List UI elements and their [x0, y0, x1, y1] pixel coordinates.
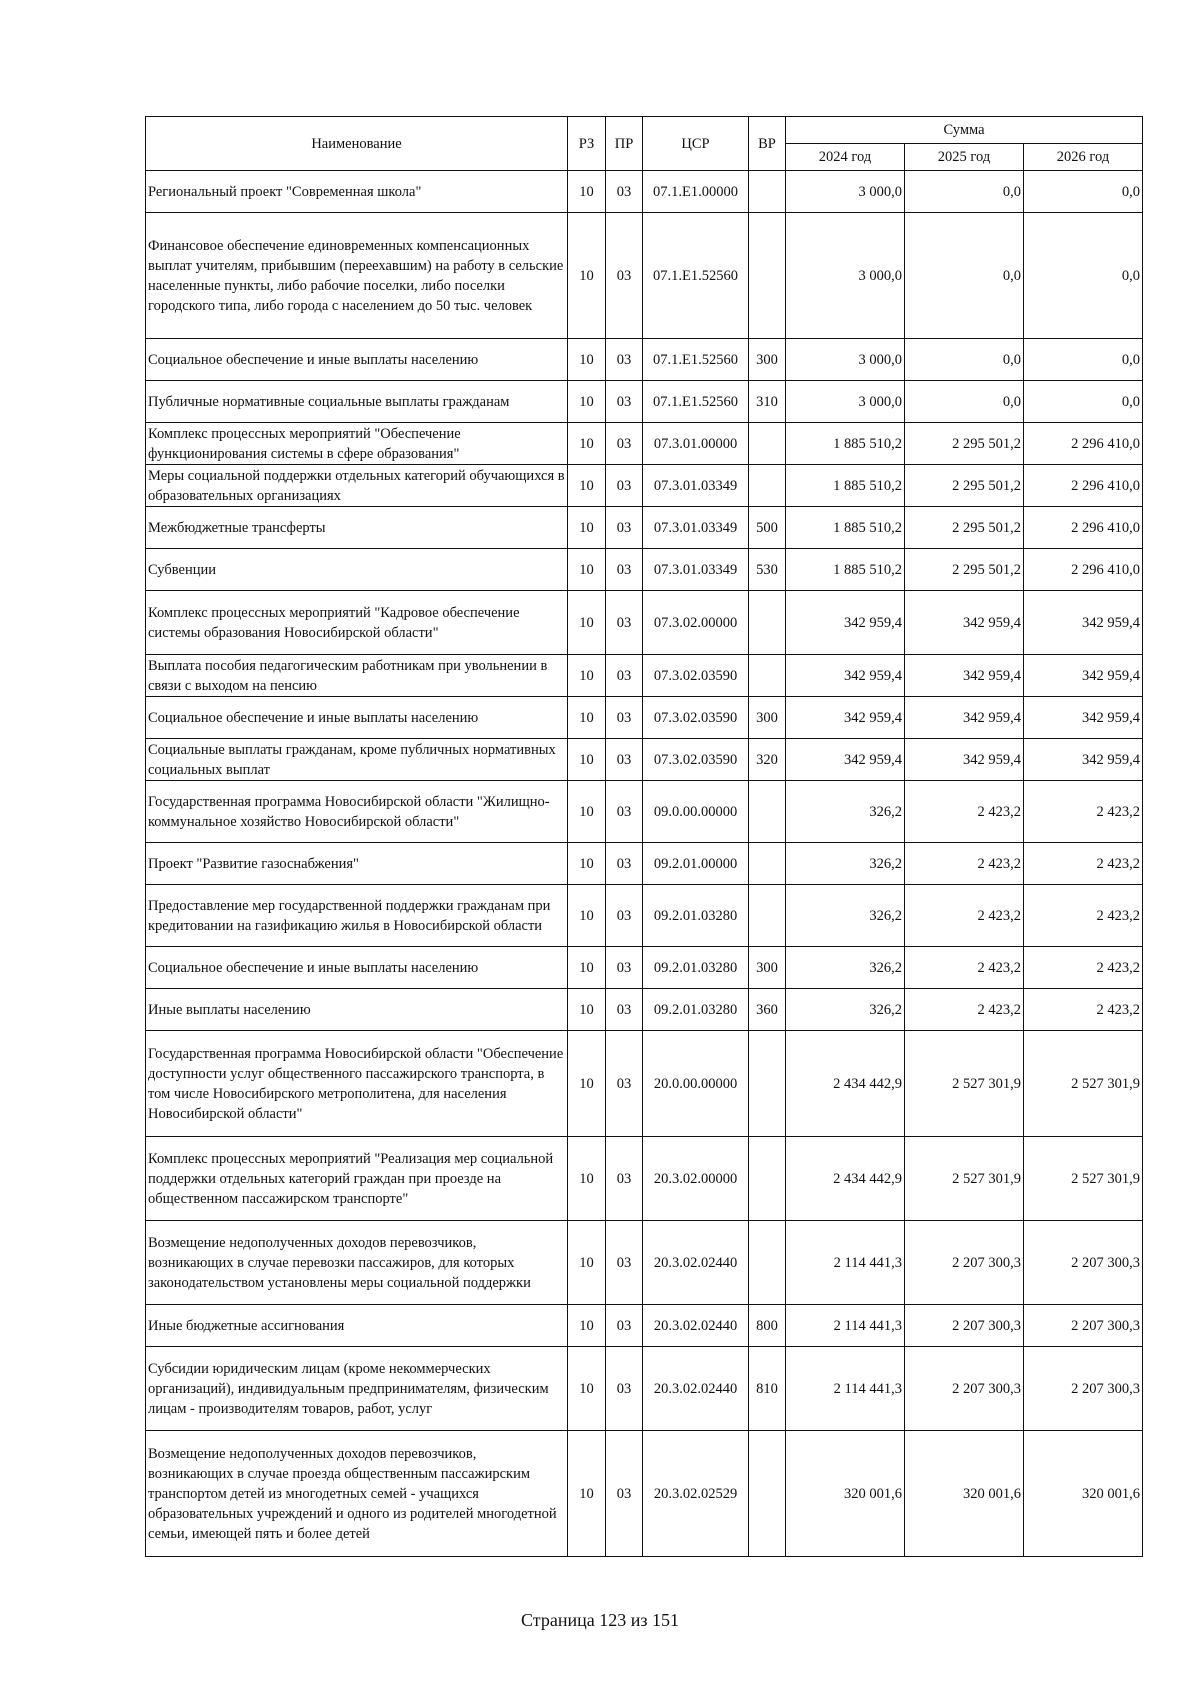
cell-csr: 07.3.01.03349	[643, 507, 749, 549]
cell-sum-2026: 2 423,2	[1024, 781, 1143, 843]
cell-sum-2026: 0,0	[1024, 171, 1143, 213]
cell-csr: 20.0.00.00000	[643, 1031, 749, 1137]
cell-pr: 03	[606, 423, 643, 465]
cell-sum-2024: 326,2	[786, 947, 905, 989]
cell-sum-2025: 2 423,2	[905, 885, 1024, 947]
cell-rz: 10	[568, 655, 606, 697]
cell-sum-2024: 3 000,0	[786, 213, 905, 339]
table-row	[146, 1221, 1143, 1305]
cell-csr: 07.1.Е1.52560	[643, 213, 749, 339]
cell-vr: 800	[749, 1305, 786, 1347]
cell-pr: 03	[606, 843, 643, 885]
cell-name: Социальное обеспечение и иные выплаты населению	[146, 947, 568, 989]
cell-name: Социальное обеспечение и иные выплаты населению	[146, 339, 568, 381]
cell-rz: 10	[568, 423, 606, 465]
cell-name: Выплата пособия педагогическим работникам при увольнении в связи с выходом на пенсию	[146, 655, 568, 697]
cell-pr: 03	[606, 989, 643, 1031]
table-row	[146, 339, 1143, 381]
cell-sum-2025: 342 959,4	[905, 591, 1024, 655]
cell-sum-2024: 342 959,4	[786, 739, 905, 781]
cell-pr: 03	[606, 1347, 643, 1431]
cell-rz: 10	[568, 989, 606, 1031]
cell-sum-2024: 326,2	[786, 843, 905, 885]
cell-sum-2025: 2 207 300,3	[905, 1305, 1024, 1347]
table-row	[146, 1347, 1143, 1431]
cell-sum-2026: 2 207 300,3	[1024, 1221, 1143, 1305]
cell-sum-2025: 0,0	[905, 171, 1024, 213]
cell-rz: 10	[568, 885, 606, 947]
cell-name: Возмещение недополученных доходов перевозчиков, возникающих в случае проезда общественным пассажирским транспортом детей из многодетных семей - учащихся образовательных учреждений и одного из родителей многодетной семьи, имеющей пять и более детей	[146, 1431, 568, 1557]
cell-vr	[749, 843, 786, 885]
cell-sum-2024: 2 114 441,3	[786, 1221, 905, 1305]
table-row	[146, 549, 1143, 591]
cell-csr: 09.2.01.03280	[643, 989, 749, 1031]
cell-rz: 10	[568, 171, 606, 213]
cell-csr: 20.3.02.02440	[643, 1221, 749, 1305]
cell-csr: 07.3.02.03590	[643, 697, 749, 739]
cell-sum-2026: 2 527 301,9	[1024, 1031, 1143, 1137]
cell-sum-2025: 2 207 300,3	[905, 1221, 1024, 1305]
page-number: Страница 123 из 151	[521, 1610, 679, 1630]
table-row	[146, 947, 1143, 989]
cell-name: Проект "Развитие газоснабжения"	[146, 843, 568, 885]
cell-name: Субсидии юридическим лицам (кроме некоммерческих организаций), индивидуальным предпринимателям, физическим лицам - производителям товаров, работ, услуг	[146, 1347, 568, 1431]
cell-sum-2026: 2 296 410,0	[1024, 549, 1143, 591]
cell-rz: 10	[568, 1431, 606, 1557]
cell-csr: 09.2.01.03280	[643, 885, 749, 947]
cell-pr: 03	[606, 1221, 643, 1305]
cell-sum-2024: 3 000,0	[786, 171, 905, 213]
cell-sum-2024: 3 000,0	[786, 381, 905, 423]
table-row	[146, 465, 1143, 507]
header-year-2024: 2024 год	[786, 144, 905, 171]
cell-vr: 300	[749, 697, 786, 739]
cell-rz: 10	[568, 381, 606, 423]
cell-sum-2025: 2 295 501,2	[905, 507, 1024, 549]
cell-csr: 20.3.02.00000	[643, 1137, 749, 1221]
cell-rz: 10	[568, 947, 606, 989]
cell-pr: 03	[606, 465, 643, 507]
cell-sum-2026: 0,0	[1024, 339, 1143, 381]
cell-sum-2025: 2 295 501,2	[905, 423, 1024, 465]
cell-sum-2026: 2 296 410,0	[1024, 507, 1143, 549]
cell-sum-2025: 2 295 501,2	[905, 465, 1024, 507]
table-row	[146, 507, 1143, 549]
table-row	[146, 213, 1143, 339]
cell-sum-2025: 2 527 301,9	[905, 1031, 1024, 1137]
cell-sum-2024: 1 885 510,2	[786, 423, 905, 465]
cell-csr: 07.3.02.03590	[643, 655, 749, 697]
cell-pr: 03	[606, 697, 643, 739]
cell-vr	[749, 465, 786, 507]
cell-sum-2026: 342 959,4	[1024, 739, 1143, 781]
cell-sum-2024: 2 114 441,3	[786, 1305, 905, 1347]
cell-name: Меры социальной поддержки отдельных категорий обучающихся в образовательных организациях	[146, 465, 568, 507]
cell-pr: 03	[606, 781, 643, 843]
cell-csr: 20.3.02.02440	[643, 1347, 749, 1431]
cell-sum-2024: 326,2	[786, 781, 905, 843]
cell-name: Публичные нормативные социальные выплаты гражданам	[146, 381, 568, 423]
cell-vr	[749, 781, 786, 843]
cell-rz: 10	[568, 739, 606, 781]
table-row	[146, 381, 1143, 423]
cell-name: Комплекс процессных мероприятий "Обеспечение функционирования системы в сфере образования"	[146, 423, 568, 465]
cell-vr	[749, 885, 786, 947]
cell-name: Комплекс процессных мероприятий "Реализация мер социальной поддержки отдельных категорий граждан при проезде на общественном пассажирском транспорте"	[146, 1137, 568, 1221]
cell-vr: 300	[749, 947, 786, 989]
header-year-2025: 2025 год	[905, 144, 1024, 171]
cell-sum-2025: 2 423,2	[905, 843, 1024, 885]
cell-sum-2026: 2 423,2	[1024, 989, 1143, 1031]
cell-pr: 03	[606, 507, 643, 549]
cell-name: Возмещение недополученных доходов перевозчиков, возникающих в случае перевозки пассажиров, для которых законодательством установлены меры социальной поддержки	[146, 1221, 568, 1305]
cell-sum-2024: 342 959,4	[786, 591, 905, 655]
cell-csr: 07.3.02.00000	[643, 591, 749, 655]
cell-rz: 10	[568, 339, 606, 381]
table-row	[146, 739, 1143, 781]
cell-csr: 07.3.01.03349	[643, 465, 749, 507]
header-csr: ЦСР	[643, 117, 749, 171]
cell-sum-2025: 342 959,4	[905, 697, 1024, 739]
cell-pr: 03	[606, 549, 643, 591]
cell-pr: 03	[606, 1031, 643, 1137]
table-row	[146, 781, 1143, 843]
cell-csr: 20.3.02.02440	[643, 1305, 749, 1347]
cell-name: Финансовое обеспечение единовременных компенсационных выплат учителям, прибывшим (переехавшим) на работу в сельские населенные пункты, либо рабочие поселки, либо поселки городского типа, либо города с населением до 50 тыс. человек	[146, 213, 568, 339]
table-body	[146, 171, 1143, 1557]
table-row	[146, 843, 1143, 885]
cell-sum-2024: 326,2	[786, 885, 905, 947]
cell-name: Региональный проект "Современная школа"	[146, 171, 568, 213]
cell-vr	[749, 1431, 786, 1557]
cell-vr: 320	[749, 739, 786, 781]
cell-vr	[749, 423, 786, 465]
cell-sum-2024: 3 000,0	[786, 339, 905, 381]
cell-sum-2024: 1 885 510,2	[786, 507, 905, 549]
cell-sum-2026: 320 001,6	[1024, 1431, 1143, 1557]
header-vr: ВР	[749, 117, 786, 171]
cell-csr: 07.1.Е1.52560	[643, 339, 749, 381]
cell-name: Иные бюджетные ассигнования	[146, 1305, 568, 1347]
cell-rz: 10	[568, 591, 606, 655]
cell-sum-2024: 2 114 441,3	[786, 1347, 905, 1431]
table-row	[146, 1031, 1143, 1137]
cell-sum-2024: 326,2	[786, 989, 905, 1031]
cell-sum-2024: 2 434 442,9	[786, 1031, 905, 1137]
cell-sum-2024: 342 959,4	[786, 655, 905, 697]
cell-pr: 03	[606, 947, 643, 989]
cell-sum-2026: 2 296 410,0	[1024, 423, 1143, 465]
cell-sum-2026: 342 959,4	[1024, 591, 1143, 655]
cell-vr	[749, 1221, 786, 1305]
cell-pr: 03	[606, 1431, 643, 1557]
cell-sum-2024: 342 959,4	[786, 697, 905, 739]
cell-csr: 09.2.01.00000	[643, 843, 749, 885]
cell-rz: 10	[568, 465, 606, 507]
cell-vr	[749, 1031, 786, 1137]
cell-sum-2026: 342 959,4	[1024, 697, 1143, 739]
cell-sum-2025: 0,0	[905, 213, 1024, 339]
cell-sum-2026: 0,0	[1024, 381, 1143, 423]
cell-sum-2024: 320 001,6	[786, 1431, 905, 1557]
cell-sum-2025: 2 423,2	[905, 947, 1024, 989]
cell-pr: 03	[606, 339, 643, 381]
header-sum: Сумма	[786, 117, 1143, 144]
header-year-2026: 2026 год	[1024, 144, 1143, 171]
cell-vr: 360	[749, 989, 786, 1031]
table-row	[146, 1305, 1143, 1347]
cell-name: Иные выплаты населению	[146, 989, 568, 1031]
cell-sum-2025: 320 001,6	[905, 1431, 1024, 1557]
cell-name: Государственная программа Новосибирской области "Обеспечение доступности услуг общественного пассажирского транспорта, в том числе Новосибирского метрополитена, для населения Новосибирской области"	[146, 1031, 568, 1137]
cell-rz: 10	[568, 1221, 606, 1305]
header-name: Наименование	[146, 117, 568, 171]
cell-name: Социальное обеспечение и иные выплаты населению	[146, 697, 568, 739]
cell-csr: 07.1.Е1.00000	[643, 171, 749, 213]
table-row	[146, 1431, 1143, 1557]
cell-csr: 09.0.00.00000	[643, 781, 749, 843]
cell-sum-2026: 2 423,2	[1024, 843, 1143, 885]
cell-pr: 03	[606, 655, 643, 697]
cell-pr: 03	[606, 885, 643, 947]
cell-sum-2025: 2 295 501,2	[905, 549, 1024, 591]
cell-sum-2026: 342 959,4	[1024, 655, 1143, 697]
cell-rz: 10	[568, 549, 606, 591]
cell-sum-2025: 0,0	[905, 381, 1024, 423]
cell-rz: 10	[568, 697, 606, 739]
cell-pr: 03	[606, 739, 643, 781]
cell-sum-2024: 1 885 510,2	[786, 465, 905, 507]
cell-vr	[749, 171, 786, 213]
cell-sum-2026: 2 423,2	[1024, 885, 1143, 947]
table-row	[146, 591, 1143, 655]
cell-name: Субвенции	[146, 549, 568, 591]
cell-pr: 03	[606, 381, 643, 423]
cell-pr: 03	[606, 171, 643, 213]
cell-vr: 300	[749, 339, 786, 381]
cell-pr: 03	[606, 1305, 643, 1347]
cell-sum-2025: 2 423,2	[905, 989, 1024, 1031]
cell-rz: 10	[568, 843, 606, 885]
cell-vr: 810	[749, 1347, 786, 1431]
cell-csr: 20.3.02.02529	[643, 1431, 749, 1557]
table-row	[146, 697, 1143, 739]
cell-vr	[749, 655, 786, 697]
table-row	[146, 989, 1143, 1031]
table-header	[146, 117, 1143, 171]
cell-rz: 10	[568, 1305, 606, 1347]
table-row	[146, 655, 1143, 697]
table-row	[146, 1137, 1143, 1221]
cell-sum-2026: 2 423,2	[1024, 947, 1143, 989]
cell-sum-2025: 0,0	[905, 339, 1024, 381]
cell-vr	[749, 1137, 786, 1221]
table-row	[146, 171, 1143, 213]
budget-table	[145, 116, 1143, 1557]
table-row	[146, 885, 1143, 947]
cell-sum-2026: 2 207 300,3	[1024, 1347, 1143, 1431]
cell-sum-2025: 2 207 300,3	[905, 1347, 1024, 1431]
cell-sum-2026: 2 207 300,3	[1024, 1305, 1143, 1347]
table-row	[146, 423, 1143, 465]
cell-sum-2025: 2 423,2	[905, 781, 1024, 843]
cell-sum-2026: 2 527 301,9	[1024, 1137, 1143, 1221]
cell-csr: 07.3.02.03590	[643, 739, 749, 781]
cell-rz: 10	[568, 781, 606, 843]
cell-rz: 10	[568, 507, 606, 549]
cell-name: Комплекс процессных мероприятий "Кадровое обеспечение системы образования Новосибирской области"	[146, 591, 568, 655]
cell-rz: 10	[568, 1031, 606, 1137]
cell-rz: 10	[568, 1137, 606, 1221]
cell-name: Социальные выплаты гражданам, кроме публичных нормативных социальных выплат	[146, 739, 568, 781]
cell-sum-2025: 342 959,4	[905, 739, 1024, 781]
cell-csr: 09.2.01.03280	[643, 947, 749, 989]
cell-rz: 10	[568, 213, 606, 339]
cell-pr: 03	[606, 591, 643, 655]
cell-name: Межбюджетные трансферты	[146, 507, 568, 549]
cell-vr: 500	[749, 507, 786, 549]
header-pr: ПР	[606, 117, 643, 171]
cell-sum-2024: 1 885 510,2	[786, 549, 905, 591]
cell-sum-2024: 2 434 442,9	[786, 1137, 905, 1221]
cell-csr: 07.3.01.03349	[643, 549, 749, 591]
cell-rz: 10	[568, 1347, 606, 1431]
cell-pr: 03	[606, 1137, 643, 1221]
cell-sum-2026: 0,0	[1024, 213, 1143, 339]
cell-sum-2025: 342 959,4	[905, 655, 1024, 697]
cell-vr: 530	[749, 549, 786, 591]
cell-csr: 07.3.01.00000	[643, 423, 749, 465]
cell-name: Государственная программа Новосибирской области "Жилищно-коммунальное хозяйство Новосибирской области"	[146, 781, 568, 843]
cell-pr: 03	[606, 213, 643, 339]
cell-csr: 07.1.Е1.52560	[643, 381, 749, 423]
cell-vr	[749, 591, 786, 655]
cell-sum-2026: 2 296 410,0	[1024, 465, 1143, 507]
cell-vr	[749, 213, 786, 339]
cell-name: Предоставление мер государственной поддержки гражданам при кредитовании на газификацию жилья в Новосибирской области	[146, 885, 568, 947]
cell-sum-2025: 2 527 301,9	[905, 1137, 1024, 1221]
header-rz: РЗ	[568, 117, 606, 171]
cell-vr: 310	[749, 381, 786, 423]
